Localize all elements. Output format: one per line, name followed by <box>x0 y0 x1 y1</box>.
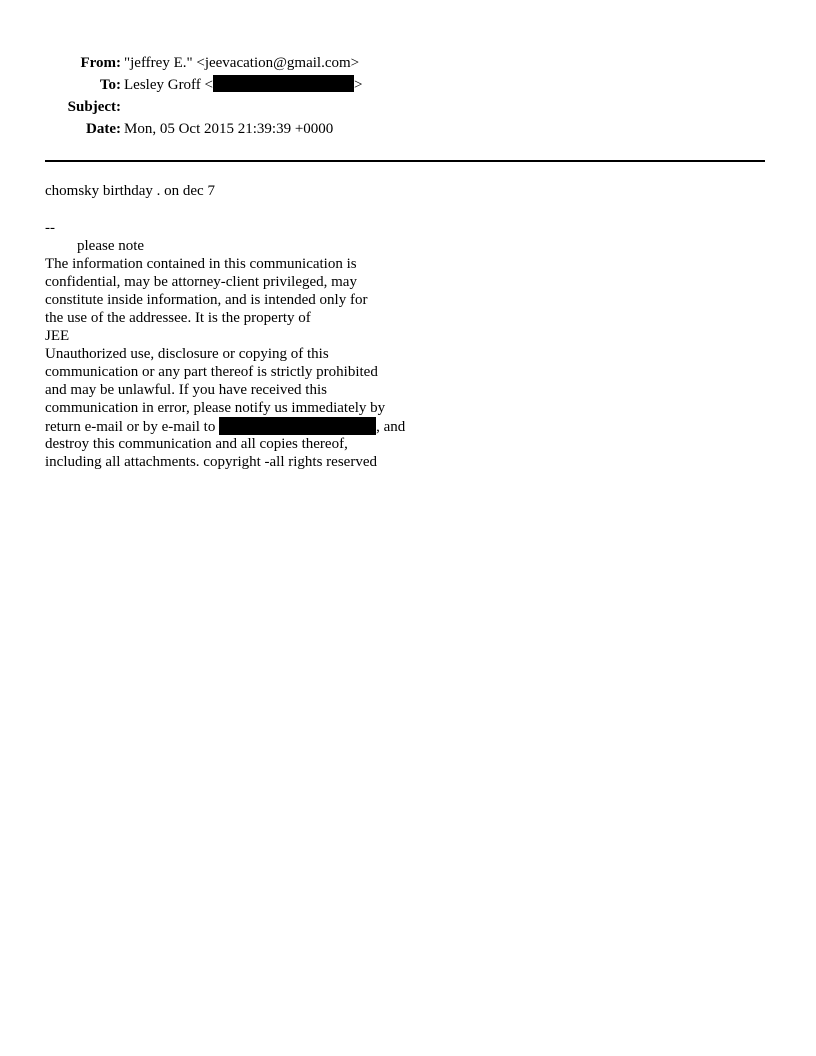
date-value: Mon, 05 Oct 2015 21:39:39 +0000 <box>124 121 334 137</box>
email-body <box>45 182 605 471</box>
please-note: please note <box>77 238 145 254</box>
disclaimer-line: the use of the addressee. It is the property of <box>45 310 311 326</box>
return-line-prefix: return e-mail or by e-mail to <box>45 419 220 435</box>
closing-line: destroy this communication and all copies thereof, <box>45 436 348 452</box>
redaction-box <box>219 417 376 435</box>
signature-separator: -- <box>45 220 55 236</box>
closing-line: including all attachments. copyright -all rights reserved <box>45 454 377 470</box>
disclaimer-line: The information contained in this communication is <box>45 256 357 272</box>
to-name: Lesley Groff < <box>124 77 213 93</box>
disclaimer-line: JEE <box>45 328 70 344</box>
from-value: "jeffrey E." <jeevacation@gmail.com> <box>124 55 360 71</box>
from-label: From: <box>80 55 121 71</box>
disclaimer-line: Unauthorized use, disclosure or copying of this <box>45 346 329 362</box>
to-label: To: <box>99 77 121 93</box>
message-text: chomsky birthday . on dec 7 <box>45 183 215 199</box>
redaction-box <box>213 75 354 92</box>
disclaimer-line: and may be unlawful. If you have received this <box>45 382 327 398</box>
disclaimer-line: communication or any part thereof is strictly prohibited <box>45 364 378 380</box>
to-value <box>124 74 362 96</box>
disclaimer-line: constitute inside information, and is intended only for <box>45 292 368 308</box>
return-email-line <box>45 417 605 435</box>
disclaimer-line: communication in error, please notify us immediately by <box>45 400 386 416</box>
date-label: Date: <box>86 121 121 137</box>
subject-label: Subject: <box>67 99 121 115</box>
return-line-suffix: , and <box>376 419 406 435</box>
header-divider <box>45 160 765 162</box>
disclaimer-line: confidential, may be attorney-client privileged, may <box>45 274 357 290</box>
to-suffix: > <box>354 77 363 93</box>
